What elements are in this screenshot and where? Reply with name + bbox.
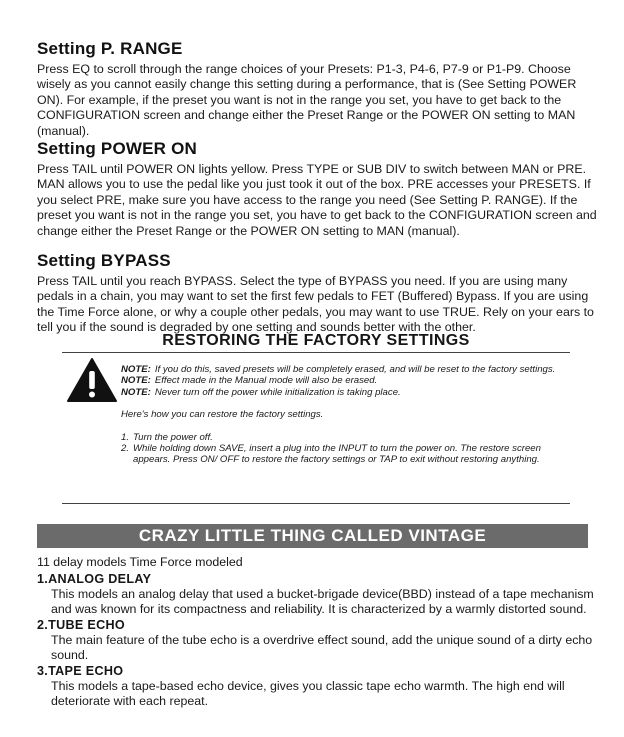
step-text: While holding down SAVE, insert a plug into the INPUT to turn the power on. The restore screen appears. Press ON/ OFF to restore the factory settings or TAP to exit without restoring anything. [133,443,541,466]
model-title: 3.TAPE ECHO [37,663,124,678]
model-list [37,572,597,709]
note-item [121,387,561,398]
step-text: Turn the power off. [133,431,213,443]
restore-steps [121,432,561,466]
model-description: This models a tape-based echo device, gives you classic tape echo warmth. The high end will deteriorate with each repeat. [51,678,565,709]
step-number: 1. [121,431,130,443]
note-text: Never turn off the power while initialization is taking place. [154,386,401,398]
models-intro: 11 delay models Time Force modeled [37,555,243,569]
step-item [121,432,561,443]
vintage-banner: CRAZY LITTLE THING CALLED VINTAGE [37,524,588,548]
note-item [121,375,561,386]
restore-title: RESTORING THE FACTORY SETTINGS [162,332,470,349]
section-power-on [37,139,597,239]
model-description: This models an analog delay that used a bucket-brigade device(BBD) instead of a tape mechanism and was known for its compactness and reliability. It is characterized by a warmly distorted sound. [51,587,594,617]
warning-triangle-icon [66,357,118,403]
note-label: NOTE: [121,386,151,398]
model-title: 2.TUBE ECHO [37,617,125,632]
note-label: NOTE: [121,364,151,375]
model-description: The main feature of the tube echo is a overdrive effect sound, add the unique sound of a dirty echo sound. [51,632,593,663]
divider [62,503,570,504]
note-label: NOTE: [121,375,151,387]
divider [62,352,570,353]
section-heading: Setting P. RANGE [37,39,183,58]
restore-intro: Here's how you can restore the factory settings. [121,409,324,421]
note-text: If you do this, saved presets will be completely erased, and will be reset to the factory settings. [154,364,556,375]
section-body: Press TAIL until POWER ON lights yellow. Press TYPE or SUB DIV to switch between MAN or PRE. MAN allows you to use the pedal like you just took it out of the box. PRE accesses your PRESETS. If you select PRE, make sure you have access to the range you need (See Setting P. RANGE). If the preset you want is not in the range you set, you have to get back to the CONFIGURATION screen and change either the Preset Range or the POWER ON setting to MAN (manual). [37,162,597,238]
section-body: Press TAIL until you reach BYPASS. Select the type of BYPASS you need. If you are using many pedals in a chain, you may want to set the first few pedals to FET (Buffered) Bypass. If you are using the Time Force alone, or why a couple other pedals, you may want to use TRUE. Rely on your ears to tell you if the sound is degraded by one setting and sounds better with the other. [37,274,594,335]
section-heading: Setting BYPASS [37,251,171,270]
note-item [121,364,561,375]
model-title: 1.ANALOG DELAY [37,572,152,586]
note-text: Effect made in the Manual mode will also be erased. [154,375,378,387]
step-number: 2. [121,443,130,455]
model-item [37,618,597,664]
step-item [121,443,561,466]
section-bypass [37,251,597,336]
section-body: Press EQ to scroll through the range choices of your Presets: P1-3, P4-6, P7-9 or P1-P9. Choose wisely as you cannot easily change this setting during a performance, that is (See Setting POWER ON). For example, if the preset you want is not in the range you set, you have to get back to the CONFIGURATION screen and change either the Preset Range or the POWER ON setting to MAN (manual). [37,62,577,138]
restore-notes [121,364,561,466]
model-item [37,572,597,618]
model-item [37,664,597,710]
section-preset-range [37,39,597,139]
section-heading: Setting POWER ON [37,139,197,158]
